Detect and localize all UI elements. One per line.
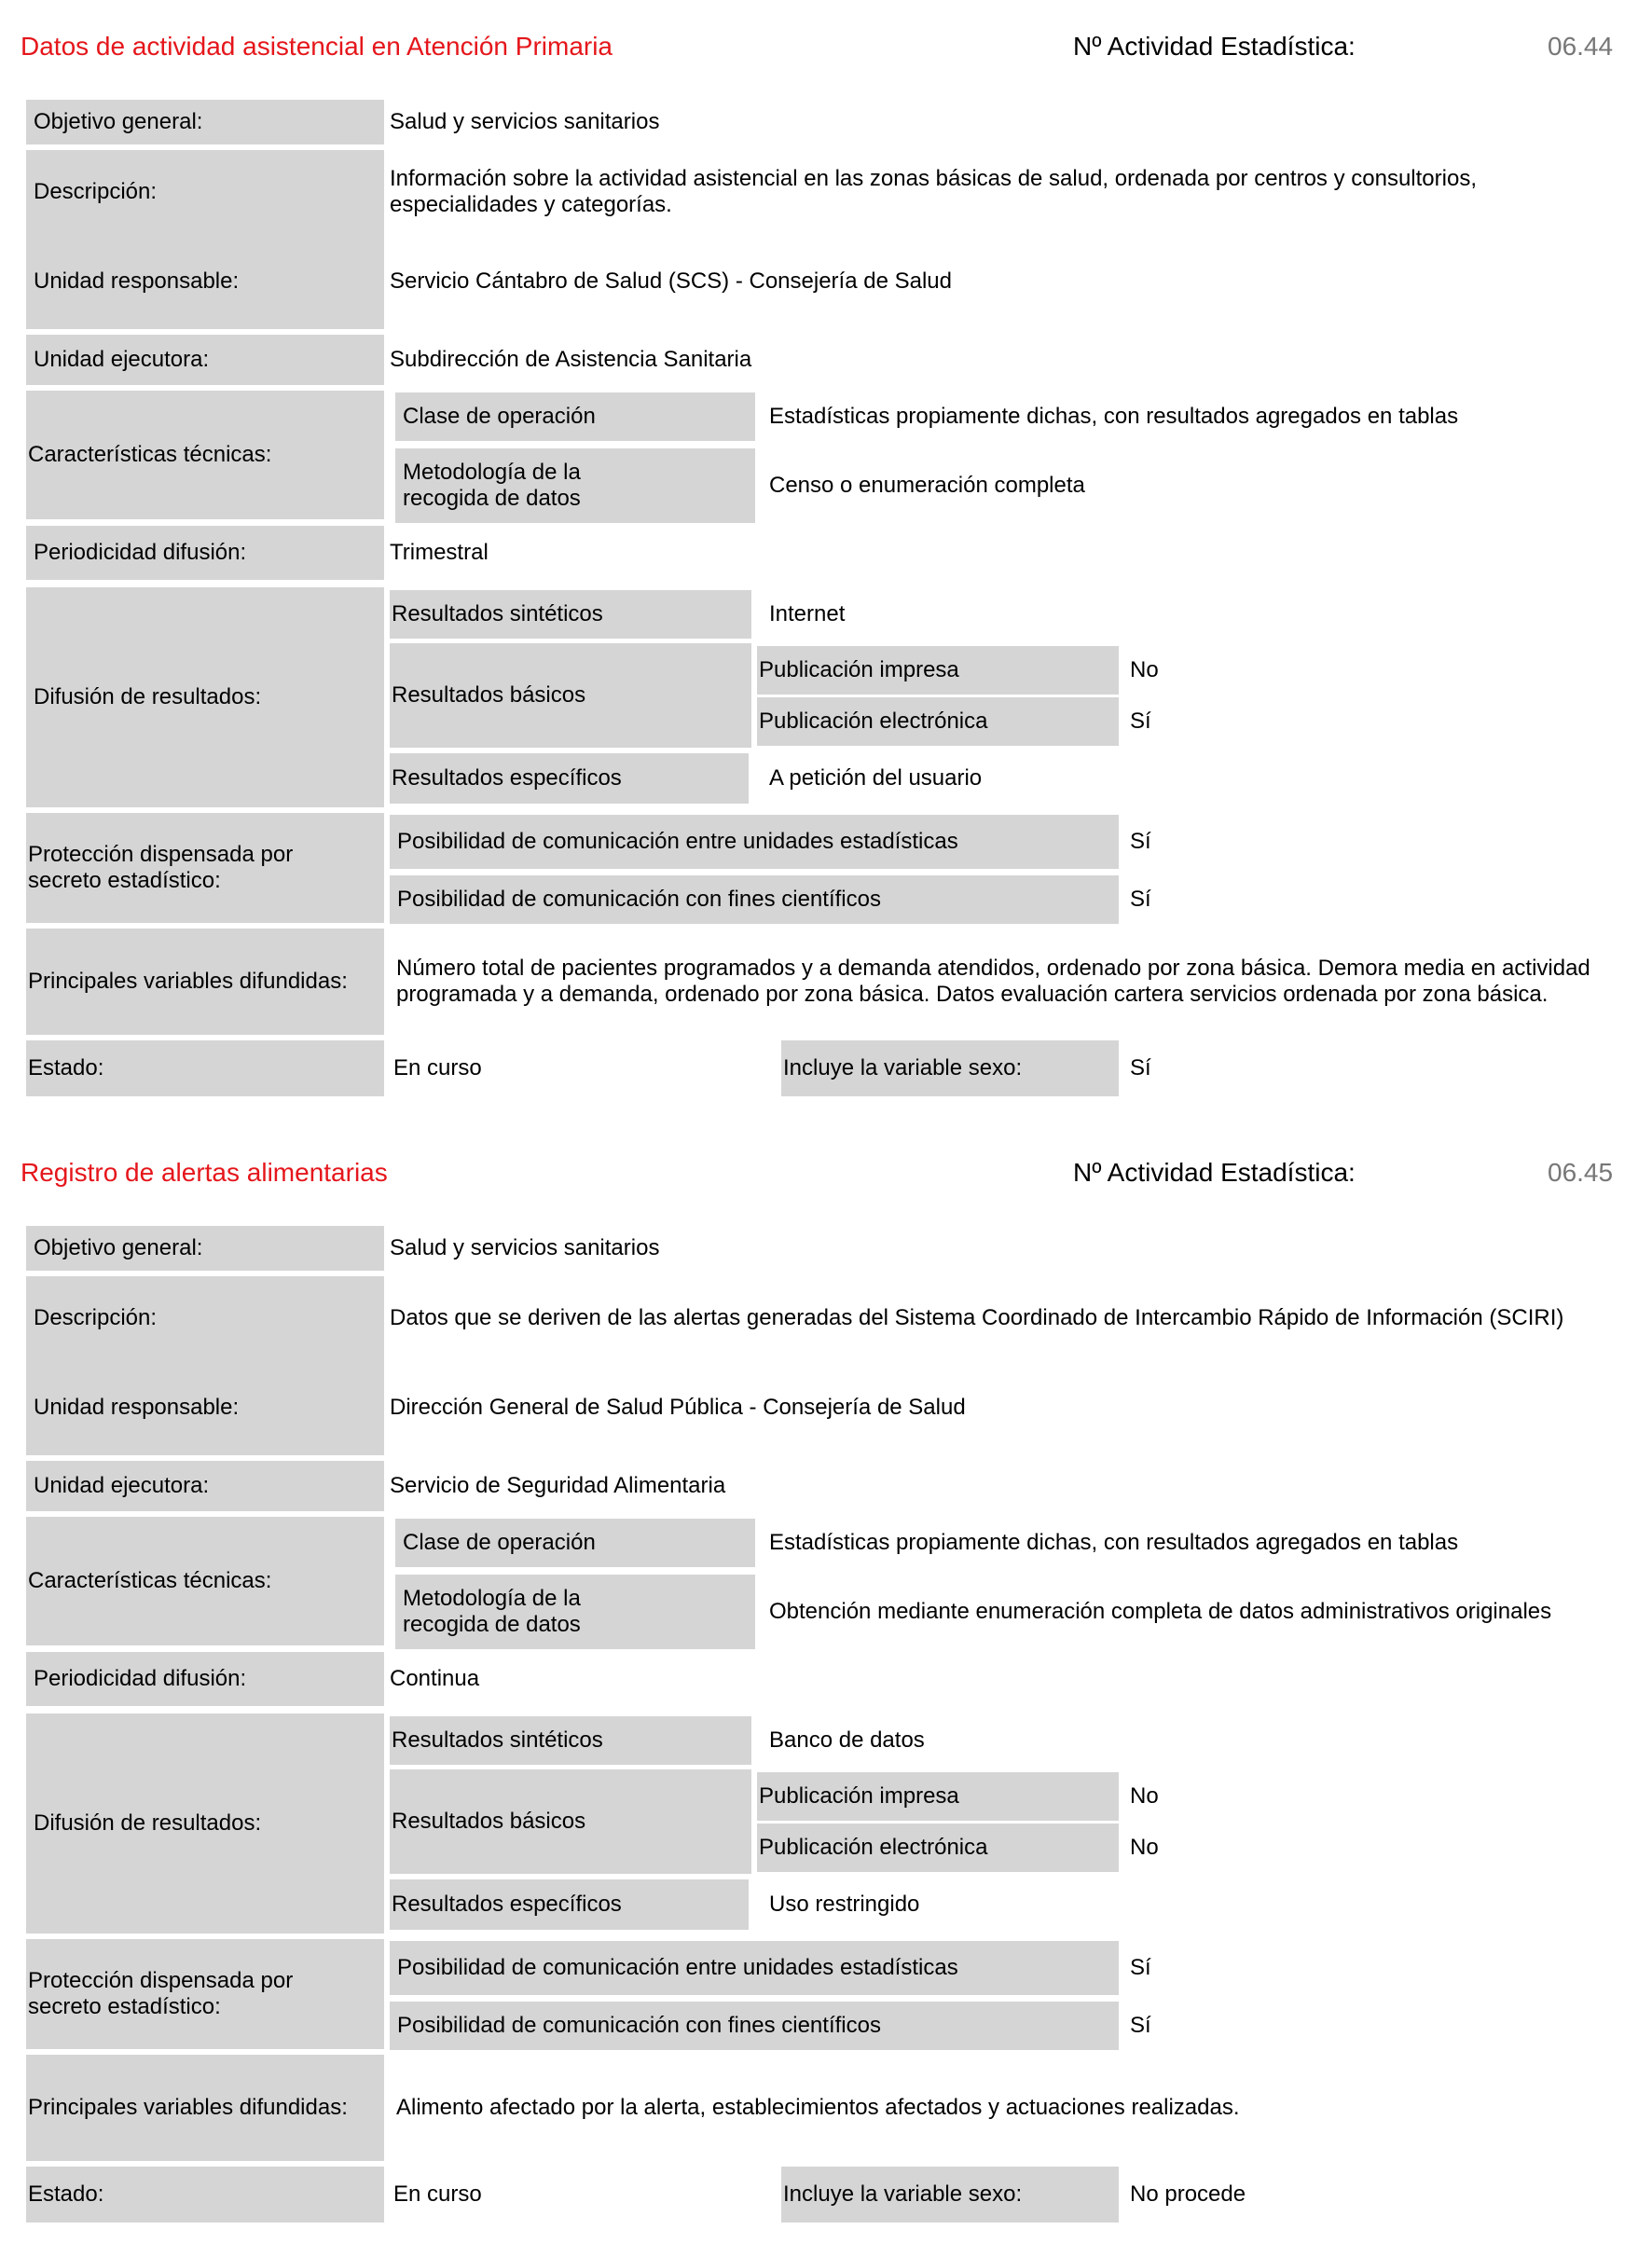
objetivo-label: Objetivo general: <box>26 1226 384 1271</box>
incluye-sexo-value: No procede <box>1130 2181 1246 2207</box>
com-cientificos-value: Sí <box>1130 2013 1151 2038</box>
estado-label: Estado: <box>26 2167 384 2223</box>
sinteticos-value: Banco de datos <box>769 1727 925 1753</box>
objetivo-value: Salud y servicios sanitarios <box>390 109 660 134</box>
periodicidad-label: Periodicidad difusión: <box>26 526 384 580</box>
clase-operacion-label: Clase de operación <box>395 392 755 441</box>
variables-value: Alimento afectado por la alerta, establecimientos afectados y actuaciones realizadas. <box>396 2095 1240 2120</box>
incluye-sexo-label: Incluye la variable sexo: <box>781 2167 1119 2223</box>
especificos-value: A petición del usuario <box>769 765 983 791</box>
clase-operacion-value: Estadísticas propiamente dichas, con resultados agregados en tablas <box>769 1530 1459 1555</box>
variables-value: Número total de pacientes programados y a demanda atendidos, ordenado por zona básica. Demora media en actividad programada y a demanda, ordenado por zona básica. Datos evaluación cartera servicios ordenada por zona básica. <box>396 956 1590 1007</box>
unidad-ejecutora-label: Unidad ejecutora: <box>26 335 384 385</box>
unidad-responsable-value: Servicio Cántabro de Salud (SCS) - Consejería de Salud <box>390 268 952 294</box>
especificos-label: Resultados específicos <box>390 1879 749 1930</box>
estado-value: En curso <box>393 1055 482 1080</box>
periodicidad-value: Trimestral <box>390 540 489 565</box>
pub-impresa-value: No <box>1130 1783 1159 1809</box>
clase-operacion-value: Estadísticas propiamente dichas, con resultados agregados en tablas <box>769 404 1459 429</box>
periodicidad-label: Periodicidad difusión: <box>26 1652 384 1706</box>
pub-impresa-label: Publicación impresa <box>757 1772 1119 1821</box>
sinteticos-label: Resultados sintéticos <box>390 1716 751 1765</box>
record-section <box>0 0 1652 1119</box>
com-unidades-value: Sí <box>1130 829 1151 854</box>
com-unidades-label: Posibilidad de comunicación entre unidades estadísticas <box>390 1941 1119 1995</box>
pub-electronica-value: No <box>1130 1835 1159 1860</box>
estado-label: Estado: <box>26 1040 384 1096</box>
descripcion-value: Datos que se deriven de las alertas generadas del Sistema Coordinado de Intercambio Rápido de Información (SCIRI) <box>390 1305 1564 1330</box>
especificos-label: Resultados específicos <box>390 753 749 804</box>
difusion-label: Difusión de resultados: <box>26 1713 384 1934</box>
basicos-label: Resultados básicos <box>390 643 751 748</box>
unidad-ejecutora-value: Servicio de Seguridad Alimentaria <box>390 1473 726 1498</box>
record-section <box>0 1126 1652 2245</box>
pub-electronica-label: Publicación electrónica <box>757 697 1119 746</box>
activity-number: 06.45 <box>1548 1158 1614 1187</box>
pub-electronica-value: Sí <box>1130 709 1151 734</box>
com-unidades-value: Sí <box>1130 1955 1151 1980</box>
metodologia-label: Metodología de la recogida de datos <box>395 448 755 523</box>
com-cientificos-value: Sí <box>1130 887 1151 912</box>
pub-electronica-label: Publicación electrónica <box>757 1823 1119 1872</box>
com-cientificos-label: Posibilidad de comunicación con fines científicos <box>390 875 1119 924</box>
proteccion-label: Protección dispensada por secreto estadístico: <box>26 813 384 923</box>
activity-number-label: Nº Actividad Estadística: <box>1073 1158 1356 1187</box>
incluye-sexo-value: Sí <box>1130 1055 1151 1080</box>
com-cientificos-label: Posibilidad de comunicación con fines científicos <box>390 2002 1119 2050</box>
pub-impresa-label: Publicación impresa <box>757 646 1119 695</box>
activity-number: 06.44 <box>1548 32 1614 61</box>
variables-label: Principales variables difundidas: <box>26 929 384 1035</box>
sinteticos-label: Resultados sintéticos <box>390 590 751 639</box>
caracteristicas-label: Características técnicas: <box>26 391 384 519</box>
objetivo-value: Salud y servicios sanitarios <box>390 1235 660 1260</box>
pub-impresa-value: No <box>1130 657 1159 682</box>
unidad-ejecutora-label: Unidad ejecutora: <box>26 1461 384 1511</box>
sinteticos-value: Internet <box>769 601 846 626</box>
objetivo-label: Objetivo general: <box>26 100 384 145</box>
descripcion-label: Descripción: <box>34 1305 158 1330</box>
record-title: Registro de alertas alimentarias <box>21 1158 388 1187</box>
activity-number-label: Nº Actividad Estadística: <box>1073 32 1356 61</box>
descripcion-value: Información sobre la actividad asistencial en las zonas básicas de salud, ordenada por centros y consultorios, especialidades y categorías. <box>390 166 1477 217</box>
basicos-label: Resultados básicos <box>390 1769 751 1874</box>
variables-label: Principales variables difundidas: <box>26 2055 384 2161</box>
descripcion-label: Descripción: <box>34 179 158 204</box>
estado-value: En curso <box>393 2181 482 2207</box>
unidad-responsable-label: Unidad responsable: <box>34 268 240 294</box>
difusion-label: Difusión de resultados: <box>26 587 384 807</box>
especificos-value: Uso restringido <box>769 1892 920 1917</box>
unidad-responsable-label: Unidad responsable: <box>34 1395 240 1420</box>
unidad-responsable-value: Dirección General de Salud Pública - Consejería de Salud <box>390 1395 966 1420</box>
periodicidad-value: Continua <box>390 1666 480 1691</box>
metodologia-value: Obtención mediante enumeración completa de datos administrativos originales <box>769 1599 1552 1624</box>
clase-operacion-label: Clase de operación <box>395 1519 755 1567</box>
metodologia-label: Metodología de la recogida de datos <box>395 1575 755 1649</box>
incluye-sexo-label: Incluye la variable sexo: <box>781 1040 1119 1096</box>
proteccion-label: Protección dispensada por secreto estadístico: <box>26 1939 384 2049</box>
caracteristicas-label: Características técnicas: <box>26 1517 384 1645</box>
com-unidades-label: Posibilidad de comunicación entre unidades estadísticas <box>390 815 1119 869</box>
metodologia-value: Censo o enumeración completa <box>769 473 1085 498</box>
unidad-ejecutora-value: Subdirección de Asistencia Sanitaria <box>390 347 752 372</box>
record-title: Datos de actividad asistencial en Atención Primaria <box>21 32 613 61</box>
